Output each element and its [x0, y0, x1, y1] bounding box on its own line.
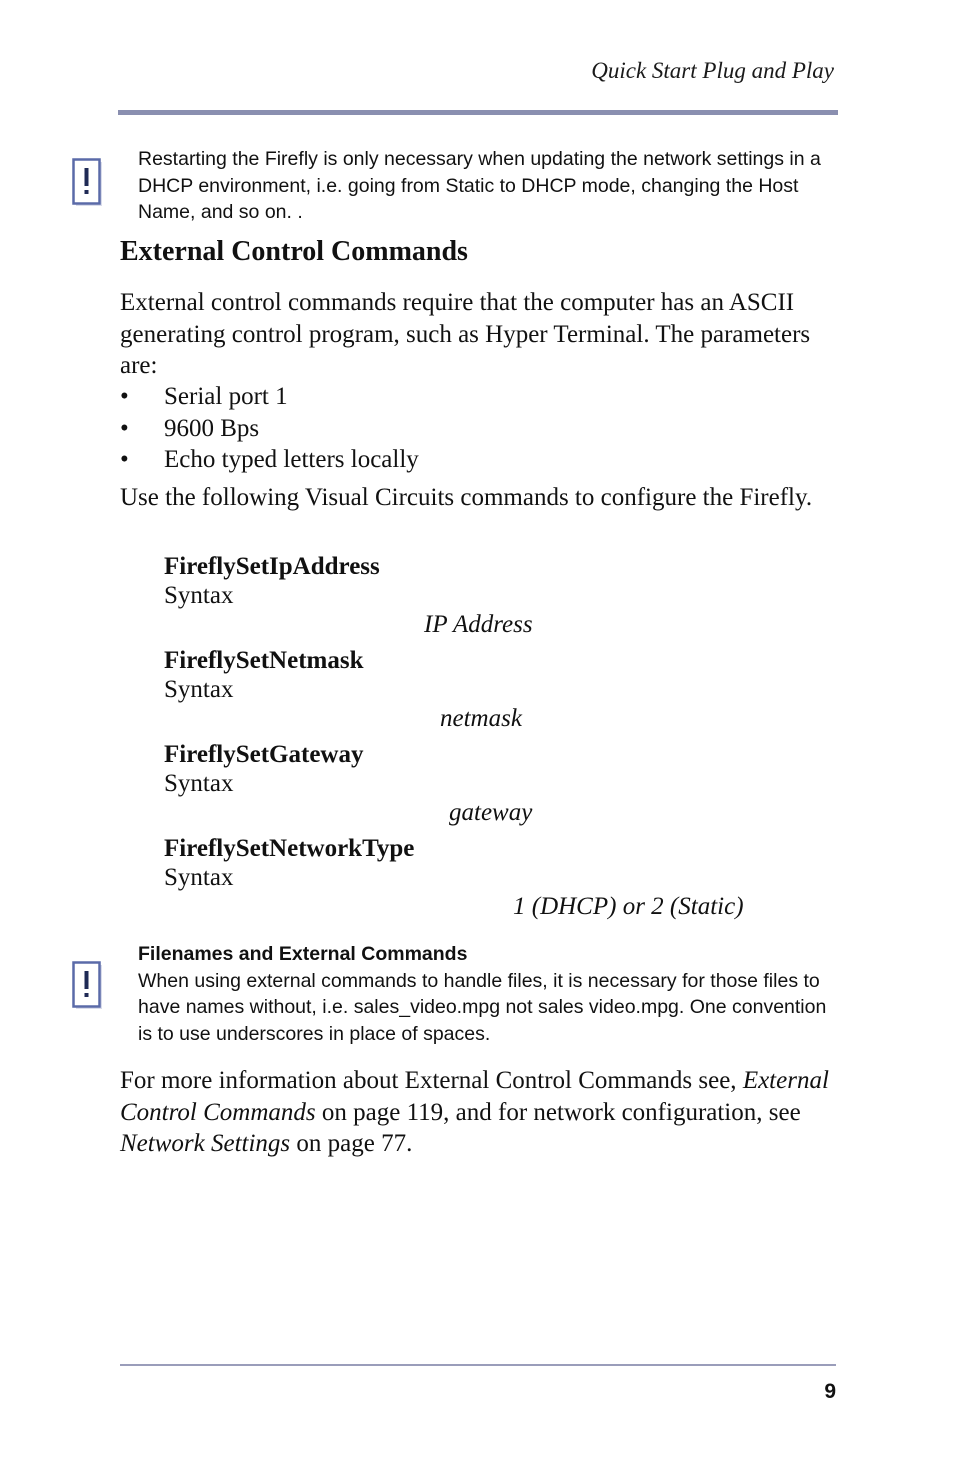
- command-name: FireflySetNetworkType: [164, 835, 415, 862]
- note-filenames-text: When using external commands to handle files, it is necessary for those files to have names without, i.e. sales_video.mpg not sales video.mpg. One convention is to use underscores in place of spaces.: [138, 969, 827, 1045]
- followup-paragraph: Use the following Visual Circuits commands to configure the Firefly.: [120, 484, 813, 511]
- command-param: IP Address: [424, 611, 533, 638]
- page-number: 9: [824, 1380, 836, 1403]
- note-restart-text: Restarting the Firefly is only necessary when updating the network settings in a DHCP environment, i.e. going from Static to DHCP mode, changing the Host Name, and so on. .: [138, 148, 821, 223]
- intro-paragraph: External control commands require that the computer has an ASCII generating control program, such as Hyper Terminal. The parameters are:: [120, 289, 811, 379]
- closing-text: on page 77.: [290, 1130, 413, 1157]
- closing-paragraph: [120, 1065, 840, 1160]
- command-syntax-label: Syntax: [164, 770, 234, 797]
- section-heading: External Control Commands: [120, 236, 468, 267]
- header-rule: [118, 110, 838, 115]
- exclamation-note-icon: [72, 961, 104, 1011]
- command-name: FireflySetIpAddress: [164, 553, 380, 580]
- command-param: 1 (DHCP) or 2 (Static): [513, 893, 744, 920]
- bullet: •: [120, 383, 129, 410]
- note-title: Filenames and External Commands: [138, 943, 468, 965]
- command-name: FireflySetNetmask: [164, 647, 364, 674]
- footer-rule: [120, 1364, 836, 1366]
- xref-network-settings[interactable]: Network Settings: [120, 1130, 291, 1157]
- closing-text: For more information about External Control Commands see,: [120, 1067, 743, 1094]
- exclamation-note-icon: [72, 158, 104, 208]
- list-item-text: 9600 Bps: [164, 414, 260, 442]
- command-syntax-label: Syntax: [164, 582, 234, 609]
- closing-text: on page 119, and for network configuration, see: [315, 1098, 801, 1126]
- xref-external-control-commands[interactable]: External Control Commands: [120, 1067, 829, 1126]
- list-item-text: Serial port 1: [164, 383, 288, 410]
- command-param: netmask: [440, 705, 522, 732]
- command-name: FireflySetGateway: [164, 741, 364, 768]
- command-syntax-label: Syntax: [164, 864, 234, 891]
- list-item-text: Echo typed letters locally: [164, 446, 419, 473]
- note-filenames: [138, 941, 838, 1047]
- running-header-title: Quick Start Plug and Play: [591, 58, 834, 83]
- bullet: •: [120, 414, 129, 442]
- bullet: •: [120, 446, 129, 473]
- command-syntax-label: Syntax: [164, 676, 234, 703]
- command-param: gateway: [449, 799, 533, 826]
